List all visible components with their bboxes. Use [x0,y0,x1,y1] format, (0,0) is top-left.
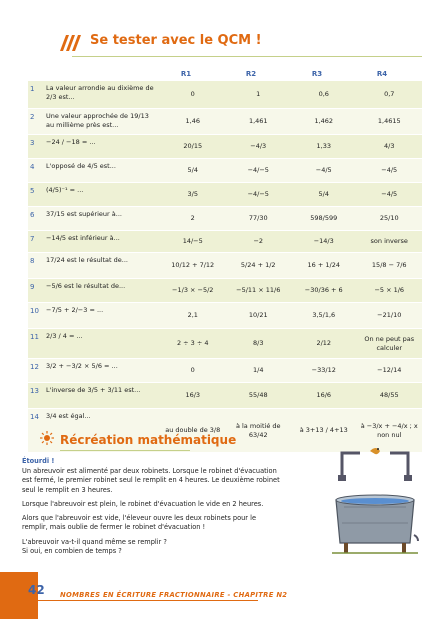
answer-r3[interactable]: −33/12 [311,366,336,375]
table-row [28,382,422,408]
question-number: 4 [30,163,35,171]
answer-r2[interactable]: 10/21 [248,311,268,320]
table-row [28,158,422,182]
answer-r4[interactable]: son inverse [370,237,408,246]
answer-r4[interactable]: 15/8 − 7/6 [371,261,407,270]
answer-r3[interactable]: 1,462 [314,117,334,126]
answer-r3[interactable]: −30/36 + 6 [304,286,343,295]
answer-r1[interactable]: 0 [190,366,195,375]
question-number: 10 [30,307,39,315]
question-text: 2/3 / 4 = ... [46,332,83,340]
table-row [28,108,422,134]
sun-icon [40,431,54,445]
qcm-table [28,80,422,452]
col-header-r2: R2 [245,70,257,78]
question-number: 2 [30,113,35,121]
paragraph-1: Un abreuvoir est alimenté par deux robinets. Lorsque le robinet d'évacuation est fermé, le premier robinet seul le remplit en 4 heures. Le deuxième robinet seul le remplit en 3 heures. [22,467,280,494]
answer-r2[interactable]: 1/4 [253,366,264,375]
recreation-text [22,457,282,556]
answer-r1[interactable]: au double de 3/8 [165,426,221,435]
recreation-title: Récréation mathématique [60,433,237,447]
question-number: 14 [30,413,39,421]
answer-r2[interactable]: 77/30 [248,214,268,223]
question-text: −24 / −18 = ... [46,138,96,146]
answer-r3[interactable]: 16/6 [316,391,332,400]
answer-r2[interactable]: −4/−5 [247,190,269,199]
question-text: (4/5)⁻¹ = ... [46,186,84,194]
answer-r4[interactable]: −12/14 [377,366,402,375]
question-number: 12 [30,363,39,371]
answer-r4[interactable]: 48/55 [379,391,399,400]
col-header-r3: R3 [311,70,323,78]
question-text: −5/6 est le résultat de... [46,282,126,290]
question-text: −7/5 + 2/−3 = ... [46,306,104,314]
answer-r2[interactable]: 5/24 + 1/2 [240,261,276,270]
answer-r1[interactable]: 2,1 [187,311,198,320]
answer-r2[interactable]: −4/−5 [247,166,269,175]
answer-r3[interactable]: 1,33 [316,142,331,151]
answer-r1[interactable]: 5/4 [187,166,198,175]
page-number: 42 [28,583,45,597]
table-row [28,80,422,108]
question-number: 3 [30,139,35,147]
answer-r3[interactable]: 598/599 [310,214,338,223]
answer-r3[interactable]: 0,6 [318,90,329,99]
question-number: 6 [30,211,35,219]
question-number: 8 [30,257,35,265]
table-row [28,134,422,158]
recreation-divider [60,450,190,451]
answer-r1[interactable]: 16/3 [185,391,201,400]
question-number: 11 [30,333,39,341]
answer-r4[interactable]: 1,4615 [377,117,401,126]
paragraph-4: L'abreuvoir va-t-il quand même se remplir ? [22,537,167,546]
question-number: 1 [30,85,35,93]
answer-r4[interactable]: à −3/x + −4/x ; x non nul [360,422,418,439]
answer-r1[interactable]: 14/−5 [182,237,203,246]
col-header-r4: R4 [376,70,388,78]
paragraph-3: Alors que l'abreuvoir est vide, l'éleveur ouvre les deux robinets pour le remplir, mais oublie de fermer le robinet d'évacuation ! [22,514,256,532]
paragraph-5: Si oui, en combien de temps ? [22,546,122,555]
question-text: L'opposé de 4/5 est... [46,162,116,170]
answer-r1[interactable]: −1/3 × −5/2 [172,286,214,295]
table-row [28,182,422,206]
table-row [28,302,422,328]
answer-r1[interactable]: 0 [190,90,195,99]
table-row [28,206,422,230]
answer-r2[interactable]: −5/11 × 11/6 [236,286,281,295]
question-text: 17/24 est le résultat de... [46,256,128,264]
table-row [28,278,422,302]
header-divider [72,56,422,57]
answer-r2[interactable]: 8/3 [253,339,264,348]
question-text: 3/4 est égal... [46,412,91,420]
question-number: 7 [30,235,35,243]
footer-divider [38,600,258,601]
answer-r4[interactable]: On ne peut pas calculer [364,335,415,352]
answer-r2[interactable]: 1,461 [248,117,268,126]
question-text: 3/2 + −3/2 × 5/6 = ... [46,362,118,370]
question-text: L'inverse de 3/5 + 3/11 est... [46,386,141,394]
table-row [28,358,422,382]
chapter-title: NOMBRES EN ÉCRITURE FRACTIONNAIRE - CHAPITRE N2 [60,591,288,599]
answer-r2[interactable]: 55/48 [248,391,268,400]
answer-r3[interactable]: −14/3 [313,237,334,246]
answer-r4[interactable]: −4/5 [381,166,398,175]
answer-r2[interactable]: −4/3 [250,142,267,151]
answer-r2[interactable]: −2 [253,237,264,246]
answer-r1[interactable]: 10/12 + 7/12 [171,261,215,270]
answer-r1[interactable]: 2 [190,214,195,223]
question-text: Une valeur approchée de 19/13 au millième près est... [46,112,149,129]
answer-r3[interactable]: à 3+13 / 4+13 [299,426,348,435]
answer-r3[interactable]: 5/4 [318,190,329,199]
table-row [28,230,422,252]
answer-r1[interactable]: 1,46 [185,117,200,126]
answer-r4[interactable]: 25/10 [379,214,399,223]
table-row [28,328,422,358]
question-text: −14/5 est inférieur à... [46,234,120,242]
answer-r4[interactable]: −4/5 [381,190,398,199]
answer-r4[interactable]: −5 × 1/6 [374,286,405,295]
answer-r4[interactable]: 4/3 [384,142,395,151]
section-title: Se tester avec le QCM ! [90,33,262,48]
answer-r1[interactable]: 3/5 [187,190,198,199]
water-trough-illustration [330,445,420,560]
question-text: 37/15 est supérieur à... [46,210,122,218]
question-number: 5 [30,187,35,195]
question-number: 13 [30,387,39,395]
recreation-subtitle: Étourdi ! [22,457,55,465]
answer-r4[interactable]: 0,7 [384,90,395,99]
answer-r3[interactable]: 16 + 1/24 [307,261,340,270]
answer-r2[interactable]: à la moitié de 63/42 [235,422,281,439]
answer-r1[interactable]: 20/15 [183,142,203,151]
table-row [28,252,422,278]
col-header-r1: R1 [180,70,192,78]
answer-r3[interactable]: 2/12 [316,339,332,348]
answer-r4[interactable]: −21/10 [377,311,402,320]
question-number: 9 [30,283,35,291]
question-text: La valeur arrondie au dixième de 2/3 est... [46,84,154,101]
answer-r2[interactable]: 1 [256,90,261,99]
paragraph-2: Lorsque l'abreuvoir est plein, le robinet d'évacuation le vide en 2 heures. [22,499,264,508]
answer-r3[interactable]: 3,5/1,6 [312,311,336,320]
slashes-icon [56,35,84,51]
answer-r3[interactable]: −4/5 [315,166,332,175]
answer-r1[interactable]: 2 ÷ 3 ÷ 4 [176,339,209,348]
